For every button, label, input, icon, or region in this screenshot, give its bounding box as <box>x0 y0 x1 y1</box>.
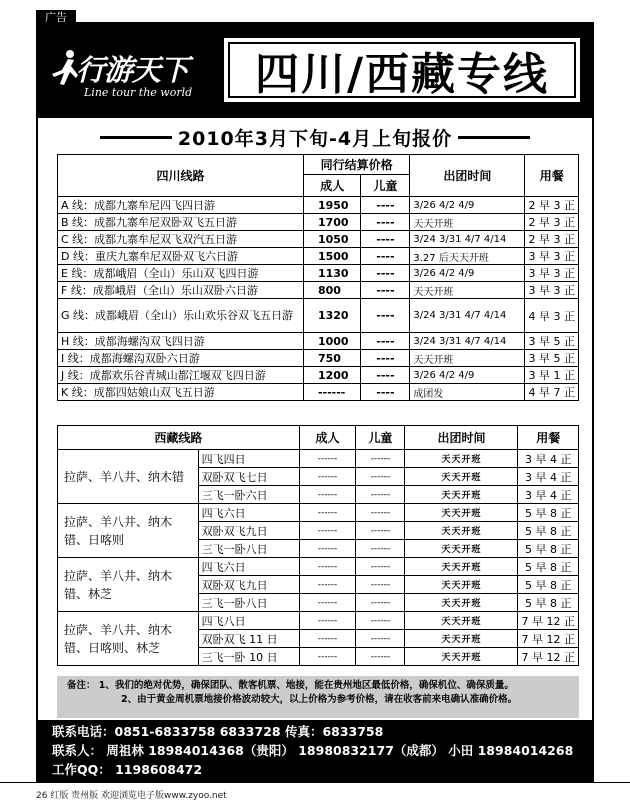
meal-cell: 3 早 3 正 <box>525 265 579 282</box>
departure-cell: 天天开班 <box>405 540 518 558</box>
child-price-cell: ------ <box>356 504 405 522</box>
departure-cell: 3/24 3/31 4/7 4/14 <box>410 231 525 248</box>
adult-price-cell: ------ <box>303 384 360 401</box>
meal-cell: 7 早 12 正 <box>518 612 579 630</box>
header-time: 出团时间 <box>410 155 525 197</box>
adult-price-cell: ------ <box>299 450 356 468</box>
table-row <box>58 558 579 576</box>
adult-price-cell: ------ <box>299 486 356 504</box>
title-box <box>224 38 580 102</box>
child-price-cell: ------ <box>356 486 405 504</box>
meal-cell: 5 早 8 正 <box>518 504 579 522</box>
meal-cell: 5 早 8 正 <box>518 594 579 612</box>
ad-label: 广告 <box>36 10 76 25</box>
route-cell: J 线：成都欢乐谷青城山都江堰双飞四日游 <box>58 367 304 384</box>
route-cell: D 线：重庆九寨牟尼双卧双飞六日游 <box>58 248 304 265</box>
child-price-cell: ---- <box>361 265 410 282</box>
adult-price-cell: ------ <box>299 630 356 648</box>
child-price-cell: ------ <box>356 594 405 612</box>
departure-cell: 天天开班 <box>405 594 518 612</box>
departure-cell: 3/26 4/2 4/9 <box>410 197 525 214</box>
meal-cell: 3 早 4 正 <box>518 486 579 504</box>
child-price-cell: ---- <box>361 350 410 367</box>
header-route: 四川线路 <box>58 155 304 197</box>
logo-tagline: Line tour the world <box>84 86 193 99</box>
route-cell: F 线：成都峨眉（全山）乐山双卧六日游 <box>58 282 304 299</box>
trip-type-cell: 双卧双飞九日 <box>198 522 299 540</box>
departure-cell: 成团发 <box>410 384 525 401</box>
tibet-table <box>57 425 579 666</box>
divider <box>458 136 530 139</box>
departure-cell: 天天开班 <box>405 522 518 540</box>
contact-persons: 联系人： 周祖林 18984014368（贵阳） 18980832177（成都） 小田 18984014268 <box>52 743 574 758</box>
departure-cell: 天天开班 <box>405 576 518 594</box>
table-row <box>58 282 579 299</box>
divider <box>100 136 172 139</box>
header-meal: 用餐 <box>525 155 579 197</box>
route-cell: E 线：成都峨眉（全山）乐山双飞四日游 <box>58 265 304 282</box>
table-row <box>58 612 579 630</box>
meal-cell: 3 早 5 正 <box>525 333 579 350</box>
table-row <box>58 384 579 401</box>
meal-cell: 7 早 12 正 <box>518 630 579 648</box>
page-footer: 26 红版 贵州版 欢迎浏览电子版www.zyoo.net <box>36 791 227 801</box>
adult-price-cell: 1320 <box>303 299 360 333</box>
departure-cell: 天天开班 <box>410 214 525 231</box>
header-child: 儿童 <box>361 175 410 197</box>
header-adult: 成人 <box>299 426 356 450</box>
meal-cell: 3 早 4 正 <box>518 450 579 468</box>
logo <box>44 42 230 102</box>
trip-type-cell: 三飞一卧六日 <box>198 486 299 504</box>
trip-type-cell: 双卧双飞七日 <box>198 468 299 486</box>
note-line: 备注： 1、我们的绝对优势，确保团队、散客机票、地接，能在贵州地区最低价格，确保机位、确保质量。 <box>67 680 514 691</box>
adult-price-cell: 1950 <box>303 197 360 214</box>
contact-bar <box>38 720 592 782</box>
child-price-cell: ---- <box>361 248 410 265</box>
route-cell: K 线：成都四姑娘山双飞五日游 <box>58 384 304 401</box>
header-price: 同行结算价格 <box>303 155 409 175</box>
child-price-cell: ---- <box>361 384 410 401</box>
child-price-cell: ---- <box>361 333 410 350</box>
departure-cell: 天天开班 <box>405 504 518 522</box>
note-line: 2、由于黄金周机票地接价格波动较大，以上价格为参考价格，请在收客前来电确认准确价格。 <box>121 694 518 705</box>
meal-cell: 3 早 3 正 <box>525 282 579 299</box>
trip-type-cell: 三飞一卧八日 <box>198 540 299 558</box>
subtitle: 2010年3月下旬-4月上旬报价 <box>177 127 453 150</box>
table-row <box>58 265 579 282</box>
trip-type-cell: 四飞六日 <box>198 504 299 522</box>
ad-frame <box>36 22 594 782</box>
child-price-cell: ------ <box>356 648 405 666</box>
child-price-cell: ------ <box>356 468 405 486</box>
child-price-cell: ------ <box>356 612 405 630</box>
departure-cell: 天天开班 <box>405 486 518 504</box>
adult-price-cell: ------ <box>299 558 356 576</box>
departure-cell: 天天开班 <box>405 558 518 576</box>
child-price-cell: ------ <box>356 540 405 558</box>
adult-price-cell: ------ <box>299 468 356 486</box>
contact-phone: 联系电话：0851-6833758 6833728 传真：6833758 <box>52 724 384 739</box>
route-cell: H 线：成都海螺沟双飞四日游 <box>58 333 304 350</box>
departure-cell: 天天开班 <box>410 282 525 299</box>
table-row <box>58 299 579 333</box>
header-meal: 用餐 <box>518 426 579 450</box>
child-price-cell: ------ <box>356 558 405 576</box>
child-price-cell: ------ <box>356 576 405 594</box>
table-row <box>58 333 579 350</box>
adult-price-cell: ------ <box>299 522 356 540</box>
meal-cell: 5 早 8 正 <box>518 540 579 558</box>
adult-price-cell: ------ <box>299 540 356 558</box>
trip-type-cell: 四飞四日 <box>198 450 299 468</box>
route-cell: C 线：成都九寨牟尼双飞双汽五日游 <box>58 231 304 248</box>
route-cell: B 线：成都九寨牟尼双卧双飞五日游 <box>58 214 304 231</box>
meal-cell: 4 早 7 正 <box>525 384 579 401</box>
child-price-cell: ---- <box>361 282 410 299</box>
child-price-cell: ---- <box>361 197 410 214</box>
meal-cell: 3 早 5 正 <box>525 350 579 367</box>
header-route: 西藏线路 <box>58 426 300 450</box>
table-row <box>58 231 579 248</box>
route-cell: I 线：成都海螺沟双卧六日游 <box>58 350 304 367</box>
meal-cell: 5 早 8 正 <box>518 576 579 594</box>
header-adult: 成人 <box>303 175 360 197</box>
header-banner <box>38 24 592 118</box>
sichuan-table <box>57 154 579 401</box>
contact-qq: 工作QQ： 1198608472 <box>52 762 203 777</box>
route-cell: 拉萨、羊八井、纳木错、林芝 <box>58 558 199 612</box>
meal-cell: 2 早 3 正 <box>525 231 579 248</box>
departure-cell: 天天开班 <box>405 648 518 666</box>
adult-price-cell: 800 <box>303 282 360 299</box>
meal-cell: 3 早 3 正 <box>525 248 579 265</box>
table-row <box>58 367 579 384</box>
table-row <box>58 197 579 214</box>
adult-price-cell: ------ <box>299 594 356 612</box>
adult-price-cell: ------ <box>299 612 356 630</box>
departure-cell: 3/26 4/2 4/9 <box>410 367 525 384</box>
meal-cell: 3 早 4 正 <box>518 468 579 486</box>
child-price-cell: ------ <box>356 630 405 648</box>
trip-type-cell: 三飞一卧 10 日 <box>198 648 299 666</box>
meal-cell: 5 早 8 正 <box>518 558 579 576</box>
route-cell: A 线：成都九寨牟尼四飞四日游 <box>58 197 304 214</box>
departure-cell: 3/24 3/31 4/7 4/14 <box>410 333 525 350</box>
trip-type-cell: 三飞一卧八日 <box>198 594 299 612</box>
adult-price-cell: 1050 <box>303 231 360 248</box>
child-price-cell: ------ <box>356 450 405 468</box>
departure-cell: 天天开班 <box>405 468 518 486</box>
adult-price-cell: ------ <box>299 504 356 522</box>
meal-cell: 7 早 12 正 <box>518 648 579 666</box>
trip-type-cell: 四飞八日 <box>198 612 299 630</box>
adult-price-cell: ------ <box>299 648 356 666</box>
meal-cell: 3 早 1 正 <box>525 367 579 384</box>
trip-type-cell: 双卧双飞 11 日 <box>198 630 299 648</box>
table-row <box>58 450 579 468</box>
departure-cell: 天天开班 <box>405 450 518 468</box>
route-cell: G 线：成都峨眉（全山）乐山欢乐谷双飞五日游 <box>58 299 304 333</box>
subtitle-row <box>38 122 592 152</box>
departure-cell: 3.27 后天天开班 <box>410 248 525 265</box>
departure-cell: 天天开班 <box>405 612 518 630</box>
departure-cell: 天天开班 <box>405 630 518 648</box>
header-child: 儿童 <box>356 426 405 450</box>
adult-price-cell: 750 <box>303 350 360 367</box>
departure-cell: 3/26 4/2 4/9 <box>410 265 525 282</box>
meal-cell: 5 早 8 正 <box>518 522 579 540</box>
adult-price-cell: 1500 <box>303 248 360 265</box>
meal-cell: 2 早 3 正 <box>525 214 579 231</box>
meal-cell: 4 早 3 正 <box>525 299 579 333</box>
child-price-cell: ---- <box>361 231 410 248</box>
notes-box <box>57 676 579 718</box>
adult-price-cell: 1700 <box>303 214 360 231</box>
departure-cell: 3/24 3/31 4/7 4/14 <box>410 299 525 333</box>
route-cell: 拉萨、羊八井、纳木错、日喀则 <box>58 504 199 558</box>
child-price-cell: ---- <box>361 367 410 384</box>
trip-type-cell: 四飞六日 <box>198 558 299 576</box>
meal-cell: 2 早 3 正 <box>525 197 579 214</box>
adult-price-cell: 1130 <box>303 265 360 282</box>
header-time: 出团时间 <box>405 426 518 450</box>
adult-price-cell: 1000 <box>303 333 360 350</box>
child-price-cell: ---- <box>361 299 410 333</box>
table-row <box>58 504 579 522</box>
table-row <box>58 248 579 265</box>
adult-price-cell: ------ <box>299 576 356 594</box>
adult-price-cell: 1200 <box>303 367 360 384</box>
route-cell: 拉萨、羊八井、纳木错、日喀则、林芝 <box>58 612 199 666</box>
route-cell: 拉萨、羊八井、纳木错 <box>58 450 199 504</box>
child-price-cell: ------ <box>356 522 405 540</box>
table-row <box>58 214 579 231</box>
logo-text: 行游天下 <box>76 53 189 87</box>
table-row <box>58 350 579 367</box>
trip-type-cell: 双卧双飞九日 <box>198 576 299 594</box>
child-price-cell: ---- <box>361 214 410 231</box>
departure-cell: 天天开班 <box>410 350 525 367</box>
divider <box>0 782 630 783</box>
page-title: 四川/西藏专线 <box>254 49 550 100</box>
